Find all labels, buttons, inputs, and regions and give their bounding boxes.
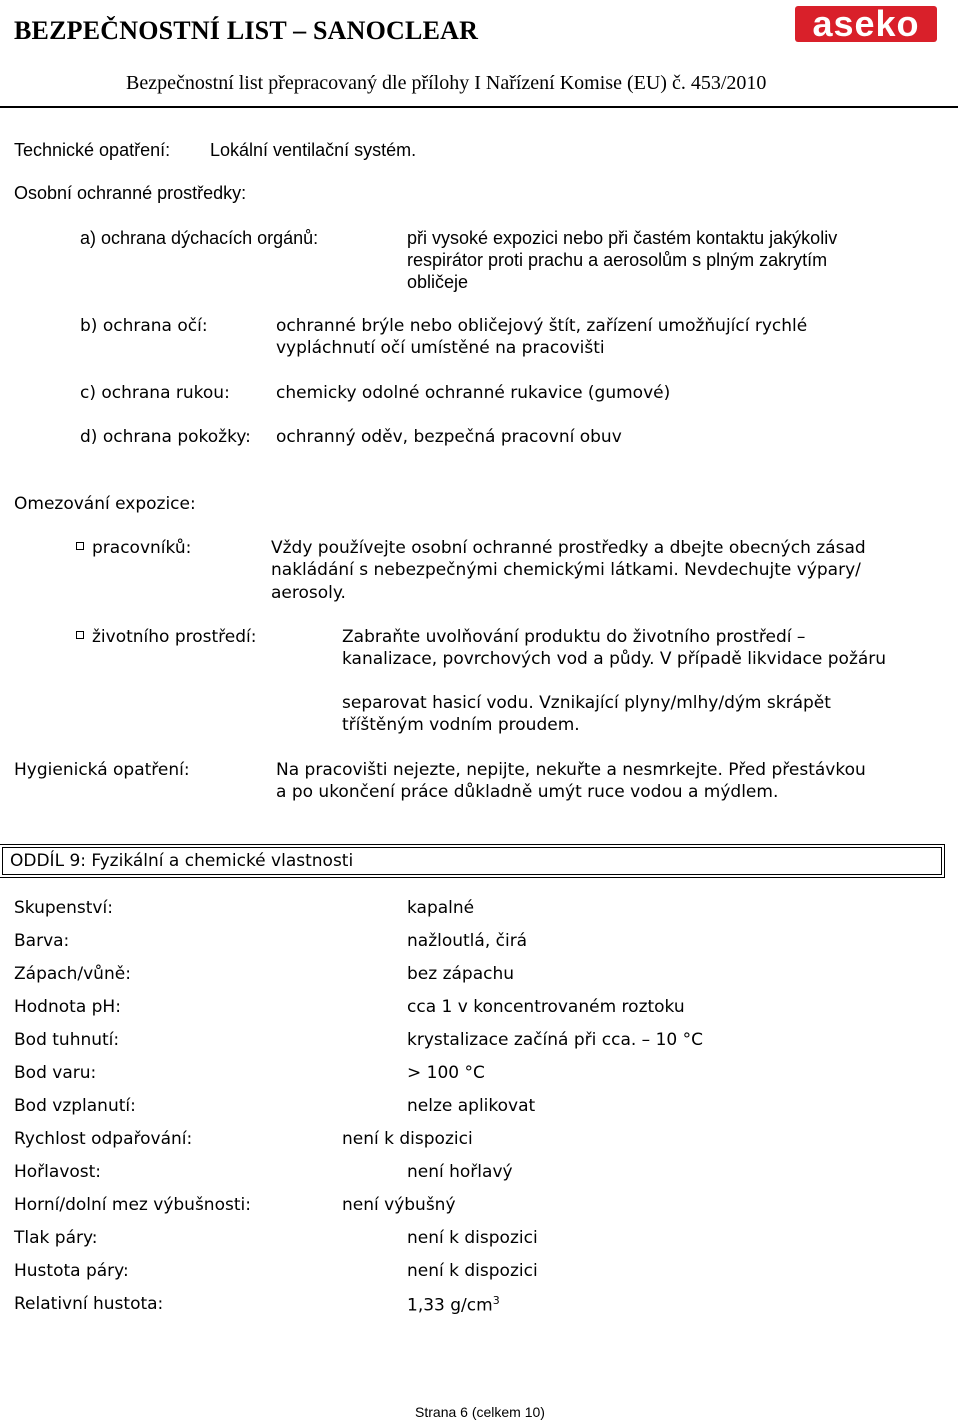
eye-line-2: vypláchnutí očí umístěné na pracovišti [276,338,605,358]
property-label: Skupenství: [14,898,113,918]
property-value: nelze aplikovat [407,1096,536,1116]
respiratory-line-3: obličeje [407,272,469,292]
hand-value: chemicky odolné ochranné rukavice (gumové) [276,383,671,403]
tech-measures-label: Technické opatření: [14,140,171,160]
workers-line-3: aerosoly. [271,583,346,603]
respiratory-label: a) ochrana dýchacích orgánů: [80,228,319,248]
property-label: Hořlavost: [14,1162,102,1182]
property-value: není výbušný [342,1195,456,1215]
document-subtitle: Bezpečnostní list přepracovaný dle přílohy I Nařízení Komise (EU) č. 453/2010 [126,72,767,94]
relative-density-value: 1,33 g/cm [407,1295,493,1316]
property-label: Bod varu: [14,1063,97,1083]
aseko-logo [795,3,937,44]
environment-label: životního prostředí: [92,627,257,647]
logo-text: aseko [812,3,920,44]
document-title: BEZPEČNOSTNÍ LIST – SANOCLEAR [14,16,479,45]
property-label: Relativní hustota: [14,1294,164,1314]
section-9-title: ODDÍL 9: Fyzikální a chemické vlastnosti [10,851,354,871]
property-value: cca 1 v koncentrovaném roztoku [407,997,685,1017]
property-value: > 100 °C [407,1063,485,1083]
workers-line-1: Vždy používejte osobní ochranné prostředky a dbejte obecných zásad [271,538,866,558]
property-value: není hořlavý [407,1162,513,1182]
property-value: není k dispozici [407,1261,538,1281]
hygiene-line-2: a po ukončení práce důkladně umýt ruce vodou a mýdlem. [276,782,779,802]
property-value: není k dispozici [342,1129,473,1149]
property-label: Rychlost odpařování: [14,1129,193,1149]
property-label: Hustota páry: [14,1261,129,1281]
property-label: Horní/dolní mez výbušnosti: [14,1195,251,1215]
environment-line-2: kanalizace, povrchových vod a půdy. V případě likvidace požáru [342,649,887,669]
property-value: krystalizace začíná při cca. – 10 °C [407,1030,703,1050]
skin-label: d) ochrana pokožky: [80,427,251,447]
hygiene-label: Hygienická opatření: [14,760,190,780]
hygiene-line-1: Na pracovišti nejezte, nepijte, nekuřte a nesmrkejte. Před přestávkou [276,760,866,780]
property-value: bez zápachu [407,964,515,984]
property-value [407,1294,500,1316]
exposure-heading: Omezování expozice: [14,494,196,514]
hand-label: c) ochrana rukou: [80,383,230,403]
bullet-icon [76,631,84,639]
workers-label: pracovníků: [92,538,192,558]
unit-exponent: 3 [492,1294,500,1307]
environment-item [76,627,257,647]
property-label: Hodnota pH: [14,997,121,1017]
environment-line-4: tříštěným vodním proudem. [342,715,580,735]
property-value: kapalné [407,898,475,918]
page-number: Strana 6 (celkem 10) [415,1404,545,1420]
tech-measures-value: Lokální ventilační systém. [210,140,417,160]
respiratory-line-2: respirátor proti prachu a aerosolům s plným zakrytím [407,250,828,270]
eye-label: b) ochrana očí: [80,316,208,336]
property-value: nažloutlá, čirá [407,931,528,951]
skin-value: ochranný oděv, bezpečná pracovní obuv [276,427,622,447]
environment-line-3: separovat hasicí vodu. Vznikající plyny/mlhy/dým skrápět [342,693,831,713]
property-label: Bod tuhnutí: [14,1030,120,1050]
environment-line-1: Zabraňte uvolňování produktu do životního prostředí – [342,627,806,647]
property-label: Tlak páry: [14,1228,98,1248]
respiratory-line-1: při vysoké expozici nebo při častém kontaktu jakýkoliv [407,228,838,248]
property-value: není k dispozici [407,1228,538,1248]
workers-item [76,538,191,558]
header-divider [0,106,958,108]
property-label: Bod vzplanutí: [14,1096,136,1116]
property-label: Barva: [14,931,70,951]
eye-line-1: ochranné brýle nebo obličejový štít, zařízení umožňující rychlé [276,316,808,336]
property-label: Zápach/vůně: [14,964,131,984]
personal-protection-heading: Osobní ochranné prostředky: [14,183,247,203]
bullet-icon [76,542,84,550]
workers-line-2: nakládání s nebezpečnými chemickými látkami. Nevdechujte výpary/ [271,560,861,580]
